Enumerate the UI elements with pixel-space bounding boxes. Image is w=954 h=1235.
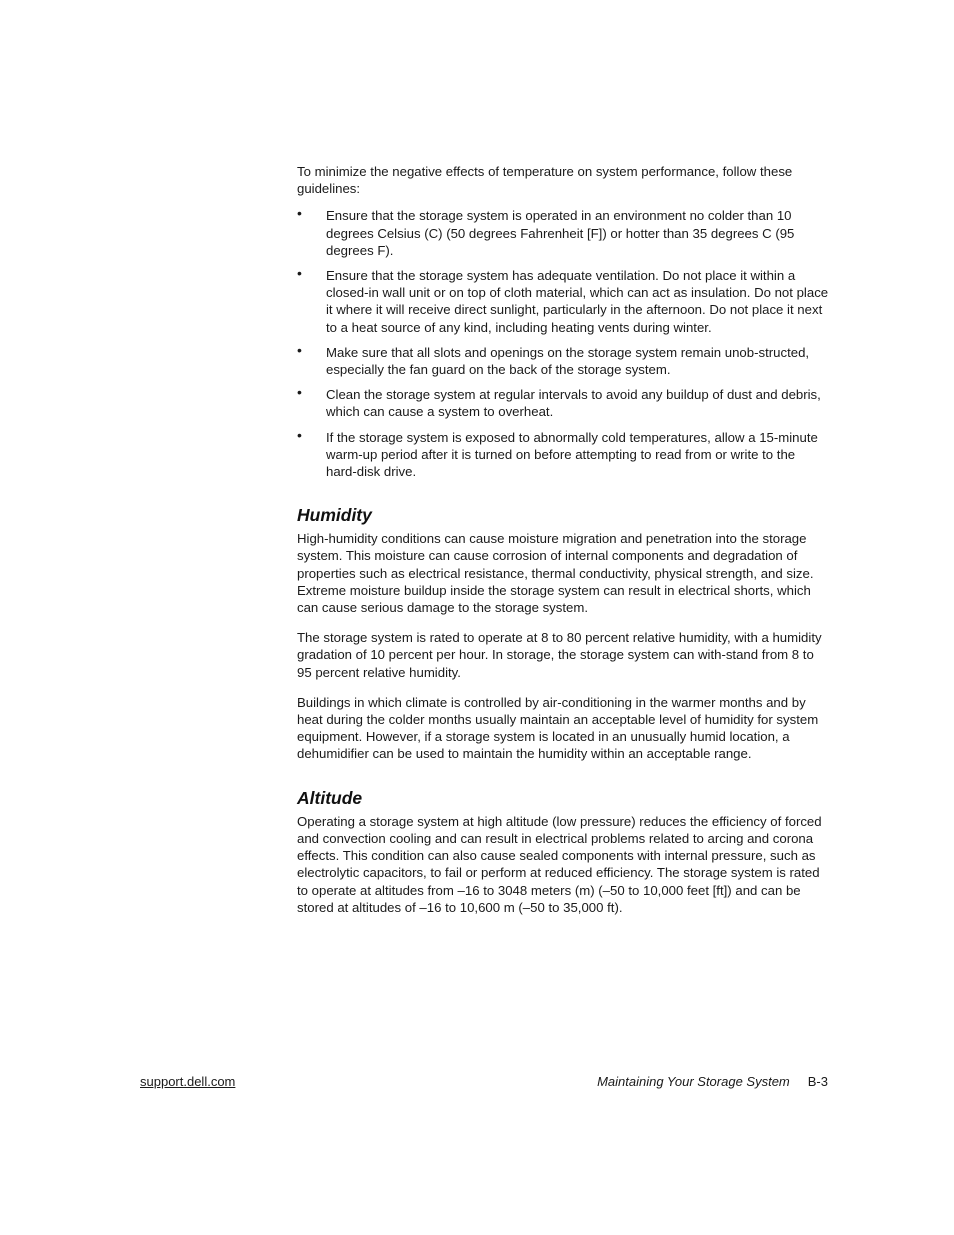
bullet-icon: • [297, 384, 302, 401]
list-item-text: Ensure that the storage system has adequate ventilation. Do not place it within a closed-in wall unit or on top of cloth material, which can act as insulation. Do not place it where it will receive direct sunlight, particularly in the afternoon. Do not place it next to a heat source of any kind, including heating vents during winter. [326, 268, 829, 335]
list-item-text: Ensure that the storage system is operated in an environment no colder than 10 degrees Celsius (C) (50 degrees Fahrenheit [F]) or hotter than 35 degrees C (95 degrees F). [326, 208, 795, 258]
list-item [297, 207, 829, 259]
bullet-icon: • [297, 265, 302, 282]
humidity-paragraph-1: High-humidity conditions can cause moisture migration and penetration into the storage system. This moisture can cause corrosion of internal components and degradation of properties such as electrical resistance, thermal conductivity, physical strength, and size. Extreme moisture buildup inside the storage system can result in electrical shorts, which can cause serious damage to the storage system. [297, 531, 814, 616]
intro-paragraph: To minimize the negative effects of temperature on system performance, follow these guidelines: [297, 164, 793, 197]
support-link[interactable]: support.dell.com [140, 1074, 236, 1089]
list-item-text: Make sure that all slots and openings on the storage system remain unob-structed, especially the fan guard on the back of the storage system. [326, 344, 810, 378]
humidity-heading: Humidity [297, 505, 372, 526]
page-content [297, 163, 829, 929]
list-item [297, 341, 829, 378]
list-item-text: If the storage system is exposed to abnormally cold temperatures, allow a 15-minute warm-up period after it is turned on before attempting to read from or write to the hard-disk drive. [326, 429, 818, 480]
page-number: B-3 [807, 1074, 828, 1089]
list-item-text: Clean the storage system at regular intervals to avoid any buildup of dust and debris, which can cause a system to overheat. [326, 387, 821, 420]
bullet-icon: • [297, 205, 302, 222]
chapter-title: Maintaining Your Storage System [597, 1074, 790, 1089]
list-item [297, 267, 829, 336]
humidity-paragraph-2: The storage system is rated to operate at 8 to 80 percent relative humidity, with a humidity gradation of 10 percent per hour. In storage, the storage system can with-stand from 8 to 95 percent relative humidity. [297, 630, 822, 680]
altitude-paragraph-1: Operating a storage system at high altitude (low pressure) reduces the efficiency of forced and convection cooling and can result in electrical problems related to arcing and corona effects. This condition can also cause sealed components with internal pressure, such as electrolytic capacitors, to fail or perform at reduced efficiency. The storage system is rated to operate at altitudes from –16 to 3048 meters (m) (–50 to 10,000 feet [ft]) and can be stored at altitudes of –16 to 10,600 m (–50 to 35,000 ft). [297, 813, 822, 915]
temperature-guidelines-list [297, 207, 829, 480]
humidity-paragraph-3: Buildings in which climate is controlled by air-conditioning in the warmer months and by heat during the colder months usually maintain an acceptable level of humidity for system equipment. However, if a storage system is located in an unusually humid location, a dehumidifier can be used to maintain the humidity within an acceptable range. [297, 694, 819, 762]
bullet-icon: • [297, 426, 302, 443]
page-footer [597, 1074, 828, 1089]
altitude-heading: Altitude [297, 787, 363, 808]
bullet-icon: • [297, 341, 302, 358]
list-item [297, 386, 829, 420]
list-item [297, 426, 829, 481]
